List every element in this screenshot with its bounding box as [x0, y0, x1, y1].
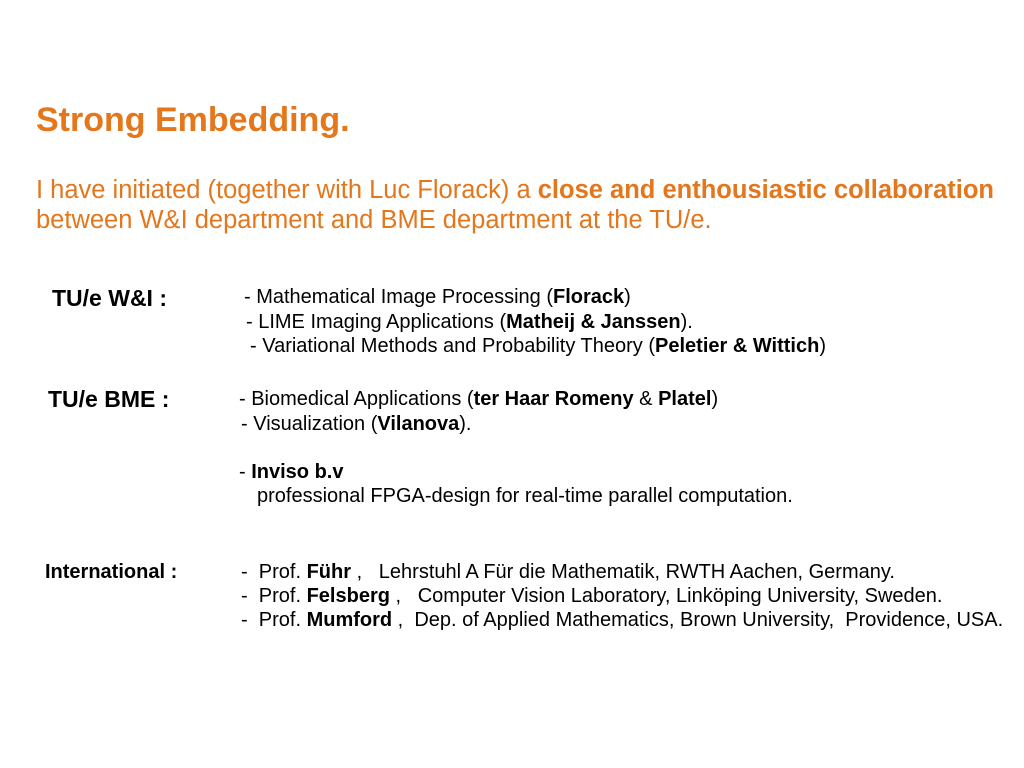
bme-item-person: ter Haar Romeny [473, 388, 634, 410]
contact-prefix: - Prof. [241, 561, 307, 583]
bme-item-company [239, 460, 343, 484]
bme-item-close: ). [459, 413, 472, 435]
international-label [45, 560, 177, 584]
intro-line-2 [36, 205, 712, 235]
bme-item-biomedical-applications [239, 387, 718, 411]
intro-continuation: between W&I department and BME department at the TU/e. [36, 206, 712, 234]
intro-emphasis: close and enthousiastic collaboration [537, 176, 995, 204]
contact-name: Felsberg [306, 585, 390, 607]
wi-item-text: - Mathematical Image Processing ( [244, 286, 554, 308]
bme-item-person-2: Platel [658, 388, 712, 410]
wi-item-person: Peletier & Wittich [655, 335, 820, 357]
wi-item-close: ) [624, 286, 631, 308]
contact-name: Führ [306, 561, 352, 583]
bme-item-text: - Visualization ( [241, 413, 378, 435]
contact-prefix: - Prof. [241, 609, 307, 631]
bme-label [48, 385, 169, 413]
intro-line-1 [36, 175, 994, 205]
wi-item-close: ). [680, 311, 693, 333]
wi-item-person: Florack [553, 286, 625, 308]
bme-company-name: Inviso b.v [251, 461, 344, 483]
intro-text: I have initiated (together with Luc Florack) a [36, 176, 538, 204]
bme-label-text: TU/e BME : [48, 386, 170, 412]
contact-name: Mumford [306, 609, 393, 631]
contact-prefix: - Prof. [241, 585, 307, 607]
international-contact-mumford [241, 608, 1003, 632]
bme-item-person: Vilanova [377, 413, 460, 435]
wi-item-variational-methods [250, 334, 826, 358]
contact-affiliation: , Computer Vision Laboratory, Linköping University, Sweden. [389, 585, 943, 607]
bme-company-description-text: professional FPGA-design for real-time parallel computation. [257, 485, 793, 507]
international-label-text: International : [45, 561, 178, 583]
international-contact-fuhr [241, 560, 895, 584]
wi-label-text: TU/e W&I : [52, 285, 167, 311]
bme-item-visualization [241, 412, 471, 436]
international-contact-felsberg [241, 584, 942, 608]
bme-item-ampersand: & [633, 388, 659, 410]
bme-item-close: ) [711, 388, 719, 410]
bme-company-description [257, 484, 793, 508]
wi-item-lime-imaging [246, 310, 693, 334]
contact-affiliation: , Dep. of Applied Mathematics, Brown University, Providence, USA. [392, 609, 1004, 631]
bme-item-text: - Biomedical Applications ( [239, 388, 474, 410]
wi-item-close: ) [819, 335, 826, 357]
wi-item-person: Matheij & Janssen [506, 311, 681, 333]
bme-company-dash: - [239, 461, 252, 483]
wi-item-text: - LIME Imaging Applications ( [246, 311, 507, 333]
slide-title: Strong Embedding. [36, 101, 350, 139]
contact-affiliation: , Lehrstuhl A Für die Mathematik, RWTH Aachen, Germany. [351, 561, 895, 583]
wi-item-math-image-processing [244, 285, 631, 309]
wi-label [52, 284, 167, 312]
wi-item-text: - Variational Methods and Probability Theory ( [250, 335, 656, 357]
